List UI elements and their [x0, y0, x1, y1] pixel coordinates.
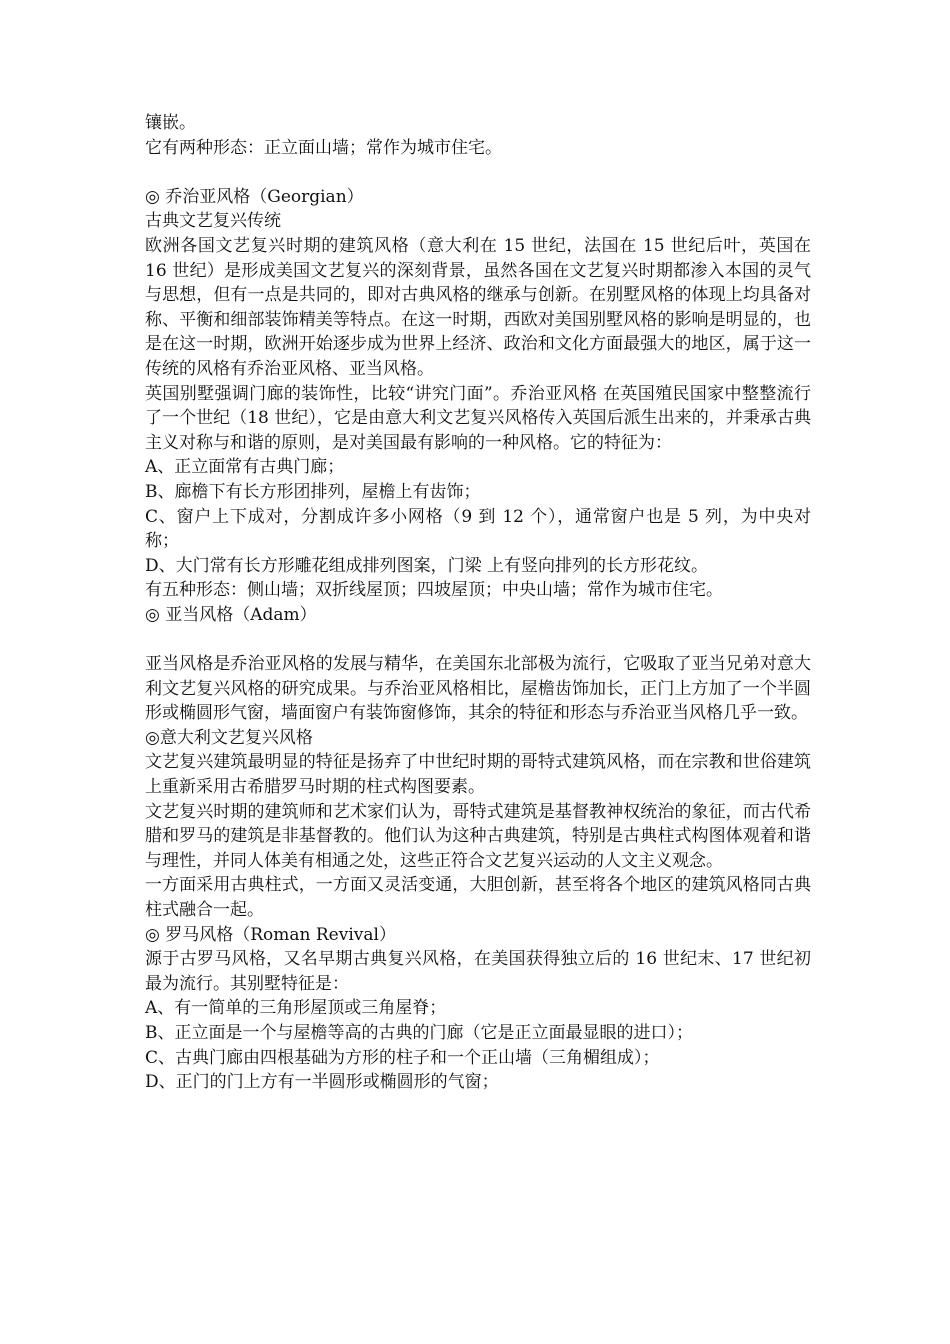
blank-line	[145, 160, 811, 185]
paragraph: 欧洲各国文艺复兴时期的建筑风格（意大利在 15 世纪，法国在 15 世纪后叶，英国在 16 世纪）是形成美国文艺复兴的深刻背景，虽然各国在文艺复兴时期都渗入本国的灵气与思想，但有一点是共同的，即对古典风格的继承与创新。在别墅风格的体现上均具备对称、平衡和细部装饰精美等特点。在这一时期，西欧对美国别墅风格的影响是明显的，也是在这一时期，欧洲开始逐步成为世界上经济、政治和文化方面最强大的地区，属于这一传统的风格有乔治亚风格、亚当风格。	[145, 235, 811, 379]
paragraph: 一方面采用古典柱式，一方面又灵活变通，大胆创新，甚至将各个地区的建筑风格同古典柱式融合一起。	[145, 875, 811, 920]
blank-line	[145, 627, 811, 652]
list-item: C、古典门廊由四根基础为方形的柱子和一个正山墙（三角楣组成）；	[145, 1047, 660, 1068]
section-heading-italian-renaissance: ◎意大利文艺复兴风格	[145, 727, 313, 748]
document-body	[145, 111, 811, 1095]
section-heading-georgian: ◎ 乔治亚风格（Georgian）	[145, 186, 364, 207]
list-item: C、窗户上下成对，分割成许多小网格（9 到 12 个），通常窗户也是 5 列，为中央对称；	[145, 506, 811, 552]
list-item: A、有一简单的三角形屋顶或三角屋脊；	[145, 998, 447, 1019]
paragraph: 文艺复兴时期的建筑师和艺术家们认为，哥特式建筑是基督教神权统治的象征，而古代希腊和罗马的建筑是非基督教的。他们认为这种古典建筑，特别是古典柱式构图体观着和谐与理性，并同人体美有相通之处，这些正符合文艺复兴运动的人文主义观念。	[145, 801, 811, 871]
paragraph: 镶嵌。	[145, 113, 196, 133]
paragraph: 有五种形态：侧山墙；双折线屋顶；四坡屋顶；中央山墙；常作为城市住宅。	[145, 580, 723, 601]
section-heading-roman-revival: ◎ 罗马风格（Roman Revival）	[145, 924, 396, 945]
list-item: D、大门常有长方形雕花组成排列图案，门梁 上有竖向排列的长方形花纹。	[145, 555, 709, 576]
paragraph: 源于古罗马风格，又名早期古典复兴风格，在美国获得独立后的 16 世纪末、17 世纪初最为流行。其别墅特征是：	[145, 949, 811, 994]
list-item: D、正门的门上方有一半圆形或椭圆形的气窗；	[145, 1072, 499, 1093]
list-item: A、正立面常有古典门廊；	[145, 457, 345, 478]
section-heading-adam: ◎ 亚当风格（Adam）	[145, 604, 317, 625]
subheading: 古典文艺复兴传统	[145, 211, 281, 232]
list-item: B、正立面是一个与屋檐等高的古典的门廊（它是正立面最显眼的进口）；	[145, 1022, 693, 1043]
paragraph: 亚当风格是乔治亚风格的发展与精华，在美国东北部极为流行，它吸取了亚当兄弟对意大利文艺复兴风格的研究成果。与乔治亚风格相比，屋檐齿饰加长，正门上方加了一个半圆形或椭圆形气窗，墙面窗户有装饰窗修饰，其余的特征和形态与乔治亚当风格几乎一致。	[145, 654, 811, 724]
paragraph: 英国别墅强调门廊的装饰性，比较“讲究门面”。乔治亚风格 在英国殖民国家中整整流行了一个世纪（18 世纪），它是由意大利文艺复兴风格传入英国后派生出来的，并秉承古典主义对称与和谐的原则，是对美国最有影响的一种风格。它的特征为：	[145, 383, 811, 453]
list-item: B、廊檐下有长方形团排列，屋檐上有齿饰；	[145, 481, 481, 502]
paragraph: 它有两种形态：正立面山墙；常作为城市住宅。	[145, 137, 502, 158]
paragraph: 文艺复兴建筑最明显的特征是扬弃了中世纪时期的哥特式建筑风格，而在宗教和世俗建筑上重新采用古希腊罗马时期的柱式构图要素。	[145, 752, 811, 798]
